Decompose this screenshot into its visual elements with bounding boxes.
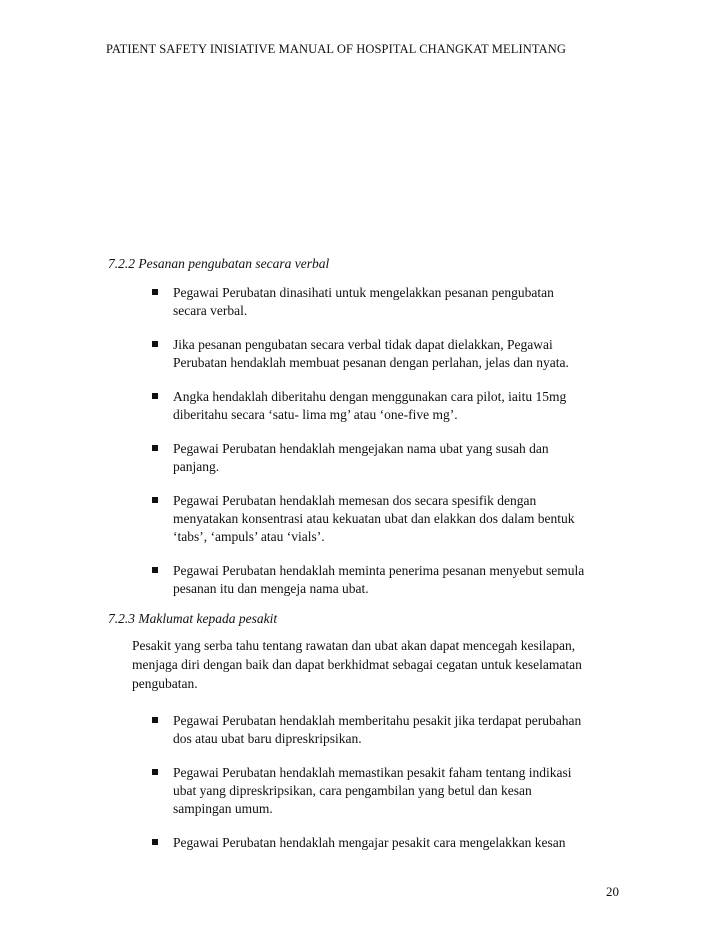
bullet-list-verbal-orders bbox=[150, 284, 610, 614]
list-item-text: Pegawai Perubatan hendaklah memastikan pesakit faham tentang indikasi ubat yang dipreskripsikan, cara pengambilan yang betul dan kesan sampingan umum. bbox=[173, 765, 572, 816]
list-item-text: Jika pesanan pengubatan secara verbal tidak dapat dielakkan, Pegawai Perubatan hendaklah membuat pesanan dengan perlahan, jelas dan nyata. bbox=[173, 337, 569, 370]
list-item-text: Pegawai Perubatan hendaklah meminta penerima pesanan menyebut semula pesanan itu dan mengeja nama ubat. bbox=[173, 563, 585, 596]
list-item-text: Pegawai Perubatan hendaklah mengajar pesakit cara mengelakkan kesan bbox=[173, 835, 566, 850]
list-item bbox=[150, 440, 610, 476]
page-number: 20 bbox=[606, 884, 619, 899]
square-bullet-icon bbox=[152, 769, 158, 775]
list-item bbox=[150, 284, 610, 320]
square-bullet-icon bbox=[152, 445, 158, 451]
list-item bbox=[150, 712, 610, 748]
page-header: PATIENT SAFETY INISIATIVE MANUAL OF HOSPITAL CHANGKAT MELINTANG bbox=[106, 42, 566, 56]
square-bullet-icon bbox=[152, 839, 158, 845]
list-item bbox=[150, 834, 610, 852]
square-bullet-icon bbox=[152, 341, 158, 347]
section-title-7-2-2: 7.2.2 Pesanan pengubatan secara verbal bbox=[108, 256, 330, 271]
list-item bbox=[150, 764, 610, 818]
square-bullet-icon bbox=[152, 289, 158, 295]
square-bullet-icon bbox=[152, 393, 158, 399]
list-item bbox=[150, 562, 610, 598]
list-item-text: Pegawai Perubatan hendaklah mengejakan nama ubat yang susah dan panjang. bbox=[173, 441, 549, 474]
list-item-text: Pegawai Perubatan hendaklah memberitahu pesakit jika terdapat perubahan dos atau ubat baru dipreskripsikan. bbox=[173, 713, 582, 746]
square-bullet-icon bbox=[152, 497, 158, 503]
section-title-7-2-3: 7.2.3 Maklumat kepada pesakit bbox=[108, 611, 278, 626]
list-item-text: Pegawai Perubatan hendaklah memesan dos secara spesifik dengan menyatakan konsentrasi atau kekuatan ubat dan elakkan dos dalam bentuk ‘tabs’, ‘ampuls’ atau ‘vials’. bbox=[173, 493, 575, 544]
intro-paragraph: Pesakit yang serba tahu tentang rawatan dan ubat akan dapat mencegah kesilapan, menjaga diri dengan baik dan dapat berkhidmat sebagai cegatan untuk keselamatan pengubatan. bbox=[132, 638, 582, 691]
list-item bbox=[150, 492, 610, 546]
list-item bbox=[150, 388, 610, 424]
square-bullet-icon bbox=[152, 567, 158, 573]
list-item bbox=[150, 336, 610, 372]
square-bullet-icon bbox=[152, 717, 158, 723]
list-item-text: Pegawai Perubatan dinasihati untuk mengelakkan pesanan pengubatan secara verbal. bbox=[173, 285, 554, 318]
list-item-text: Angka hendaklah diberitahu dengan menggunakan cara pilot, iaitu 15mg diberitahu secara ‘satu- lima mg’ atau ‘one-five mg’. bbox=[173, 389, 567, 422]
bullet-list-patient-info bbox=[150, 712, 610, 868]
